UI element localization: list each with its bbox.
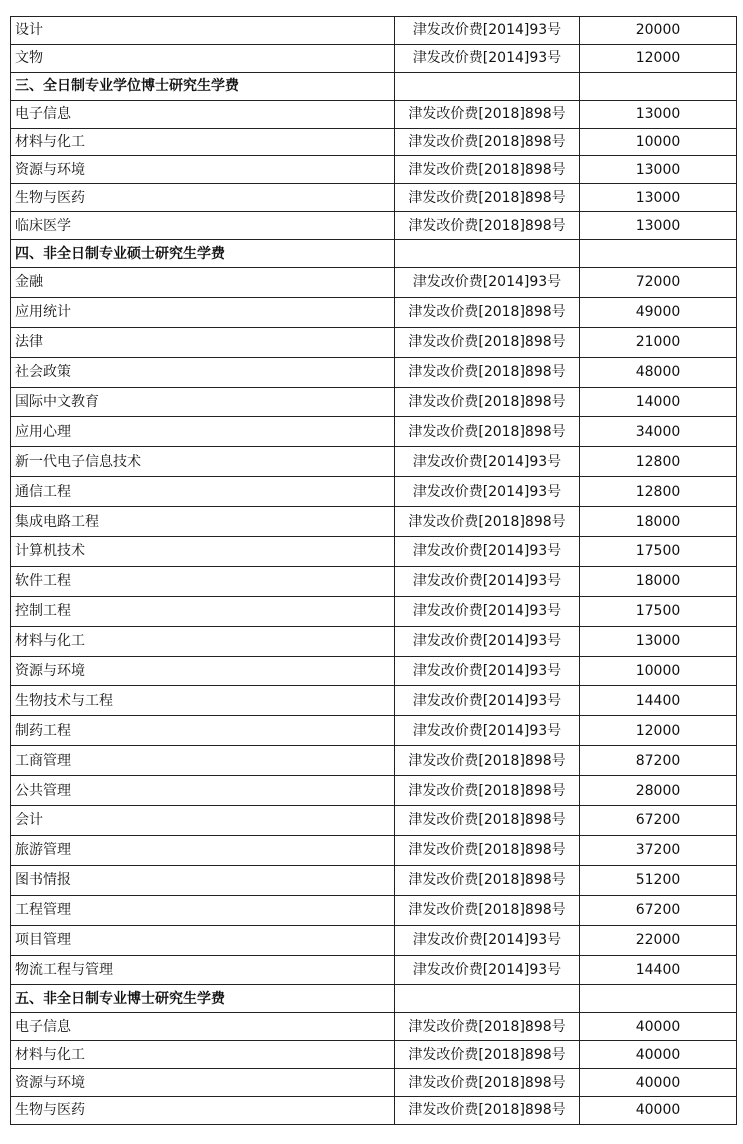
fee-amount-cell: 13000 (580, 100, 737, 128)
table-row (11, 1096, 737, 1124)
table-row (11, 357, 737, 387)
table-row (11, 895, 737, 925)
program-name-cell: 文物 (11, 44, 395, 72)
policy-document-cell: 津发改价费[2014]93号 (395, 477, 580, 507)
program-name-cell: 法律 (11, 327, 395, 357)
fee-amount-cell: 13000 (580, 156, 737, 184)
program-name-cell: 材料与化工 (11, 128, 395, 156)
policy-document-cell: 津发改价费[2014]93号 (395, 596, 580, 626)
policy-document-cell: 津发改价费[2018]898号 (395, 128, 580, 156)
policy-document-cell: 津发改价费[2014]93号 (395, 566, 580, 596)
fee-amount-cell: 37200 (580, 835, 737, 865)
program-name-cell: 制药工程 (11, 716, 395, 746)
policy-document-cell: 津发改价费[2018]898号 (395, 184, 580, 212)
fee-amount-cell: 67200 (580, 895, 737, 925)
policy-document-cell: 津发改价费[2018]898号 (395, 100, 580, 128)
table-row (11, 1069, 737, 1097)
policy-document-cell: 津发改价费[2018]898号 (395, 895, 580, 925)
fee-amount-cell: 18000 (580, 566, 737, 596)
tuition-fee-table-body (11, 17, 737, 1125)
program-name-cell: 旅游管理 (11, 835, 395, 865)
policy-document-cell: 津发改价费[2018]898号 (395, 327, 580, 357)
fee-amount-cell: 12000 (580, 44, 737, 72)
program-name-cell: 工程管理 (11, 895, 395, 925)
program-name-cell: 材料与化工 (11, 1041, 395, 1069)
policy-document-cell: 津发改价费[2018]898号 (395, 507, 580, 537)
program-name-cell: 会计 (11, 806, 395, 836)
section-header-row (11, 985, 737, 1013)
empty-cell (395, 985, 580, 1013)
policy-document-cell: 津发改价费[2018]898号 (395, 387, 580, 417)
table-row (11, 566, 737, 596)
policy-document-cell: 津发改价费[2018]898号 (395, 806, 580, 836)
program-name-cell: 工商管理 (11, 746, 395, 776)
fee-amount-cell: 40000 (580, 1041, 737, 1069)
table-row (11, 297, 737, 327)
table-row (11, 507, 737, 537)
policy-document-cell: 津发改价费[2018]898号 (395, 776, 580, 806)
policy-document-cell: 津发改价费[2014]93号 (395, 925, 580, 955)
program-name-cell: 临床医学 (11, 212, 395, 240)
program-name-cell: 资源与环境 (11, 156, 395, 184)
table-row (11, 1013, 737, 1041)
fee-amount-cell: 13000 (580, 626, 737, 656)
table-row (11, 835, 737, 865)
program-name-cell: 电子信息 (11, 1013, 395, 1041)
policy-document-cell: 津发改价费[2014]93号 (395, 537, 580, 567)
policy-document-cell: 津发改价费[2018]898号 (395, 835, 580, 865)
table-row (11, 184, 737, 212)
table-row (11, 626, 737, 656)
policy-document-cell: 津发改价费[2018]898号 (395, 1069, 580, 1097)
policy-document-cell: 津发改价费[2014]93号 (395, 268, 580, 298)
policy-document-cell: 津发改价费[2018]898号 (395, 1096, 580, 1124)
table-row (11, 1041, 737, 1069)
program-name-cell: 项目管理 (11, 925, 395, 955)
fee-amount-cell: 18000 (580, 507, 737, 537)
table-row (11, 537, 737, 567)
fee-amount-cell: 87200 (580, 746, 737, 776)
policy-document-cell: 津发改价费[2018]898号 (395, 212, 580, 240)
program-name-cell: 软件工程 (11, 566, 395, 596)
table-row (11, 100, 737, 128)
program-name-cell: 资源与环境 (11, 656, 395, 686)
fee-amount-cell: 72000 (580, 268, 737, 298)
policy-document-cell: 津发改价费[2018]898号 (395, 1013, 580, 1041)
program-name-cell: 电子信息 (11, 100, 395, 128)
fee-amount-cell: 12000 (580, 716, 737, 746)
fee-amount-cell: 12800 (580, 447, 737, 477)
fee-amount-cell: 49000 (580, 297, 737, 327)
fee-amount-cell: 48000 (580, 357, 737, 387)
section-header-row (11, 240, 737, 268)
table-row (11, 746, 737, 776)
section-title: 三、全日制专业学位博士研究生学费 (11, 72, 395, 100)
program-name-cell: 金融 (11, 268, 395, 298)
table-row (11, 327, 737, 357)
table-row (11, 447, 737, 477)
policy-document-cell: 津发改价费[2014]93号 (395, 686, 580, 716)
program-name-cell: 集成电路工程 (11, 507, 395, 537)
policy-document-cell: 津发改价费[2018]898号 (395, 417, 580, 447)
section-header-row (11, 72, 737, 100)
policy-document-cell: 津发改价费[2018]898号 (395, 156, 580, 184)
policy-document-cell: 津发改价费[2018]898号 (395, 357, 580, 387)
table-row (11, 156, 737, 184)
policy-document-cell: 津发改价费[2014]93号 (395, 447, 580, 477)
fee-amount-cell: 20000 (580, 17, 737, 45)
fee-amount-cell: 14400 (580, 686, 737, 716)
policy-document-cell: 津发改价费[2014]93号 (395, 656, 580, 686)
policy-document-cell: 津发改价费[2018]898号 (395, 865, 580, 895)
fee-amount-cell: 67200 (580, 806, 737, 836)
table-row (11, 686, 737, 716)
fee-amount-cell: 17500 (580, 537, 737, 567)
program-name-cell: 控制工程 (11, 596, 395, 626)
policy-document-cell: 津发改价费[2018]898号 (395, 746, 580, 776)
program-name-cell: 生物技术与工程 (11, 686, 395, 716)
table-row (11, 212, 737, 240)
table-row (11, 17, 737, 45)
policy-document-cell: 津发改价费[2014]93号 (395, 17, 580, 45)
program-name-cell: 社会政策 (11, 357, 395, 387)
fee-amount-cell: 40000 (580, 1096, 737, 1124)
program-name-cell: 应用心理 (11, 417, 395, 447)
program-name-cell: 公共管理 (11, 776, 395, 806)
table-row (11, 596, 737, 626)
fee-amount-cell: 14400 (580, 955, 737, 985)
empty-cell (580, 985, 737, 1013)
fee-amount-cell: 28000 (580, 776, 737, 806)
fee-amount-cell: 10000 (580, 656, 737, 686)
table-row (11, 387, 737, 417)
fee-amount-cell: 22000 (580, 925, 737, 955)
table-row (11, 806, 737, 836)
table-row (11, 268, 737, 298)
table-row (11, 925, 737, 955)
table-row (11, 716, 737, 746)
fee-amount-cell: 10000 (580, 128, 737, 156)
program-name-cell: 图书情报 (11, 865, 395, 895)
table-row (11, 656, 737, 686)
fee-amount-cell: 17500 (580, 596, 737, 626)
program-name-cell: 设计 (11, 17, 395, 45)
tuition-fee-table (10, 16, 737, 1125)
section-title: 四、非全日制专业硕士研究生学费 (11, 240, 395, 268)
table-row (11, 128, 737, 156)
fee-amount-cell: 34000 (580, 417, 737, 447)
fee-amount-cell: 40000 (580, 1069, 737, 1097)
policy-document-cell: 津发改价费[2018]898号 (395, 297, 580, 327)
table-row (11, 865, 737, 895)
program-name-cell: 物流工程与管理 (11, 955, 395, 985)
table-row (11, 776, 737, 806)
program-name-cell: 新一代电子信息技术 (11, 447, 395, 477)
fee-amount-cell: 14000 (580, 387, 737, 417)
fee-amount-cell: 51200 (580, 865, 737, 895)
empty-cell (580, 72, 737, 100)
fee-amount-cell: 13000 (580, 212, 737, 240)
program-name-cell: 资源与环境 (11, 1069, 395, 1097)
policy-document-cell: 津发改价费[2014]93号 (395, 626, 580, 656)
empty-cell (395, 72, 580, 100)
policy-document-cell: 津发改价费[2018]898号 (395, 1041, 580, 1069)
program-name-cell: 应用统计 (11, 297, 395, 327)
table-row (11, 955, 737, 985)
fee-amount-cell: 40000 (580, 1013, 737, 1041)
section-title: 五、非全日制专业博士研究生学费 (11, 985, 395, 1013)
fee-amount-cell: 13000 (580, 184, 737, 212)
empty-cell (395, 240, 580, 268)
policy-document-cell: 津发改价费[2014]93号 (395, 44, 580, 72)
fee-amount-cell: 21000 (580, 327, 737, 357)
policy-document-cell: 津发改价费[2014]93号 (395, 955, 580, 985)
table-row (11, 477, 737, 507)
program-name-cell: 通信工程 (11, 477, 395, 507)
policy-document-cell: 津发改价费[2014]93号 (395, 716, 580, 746)
program-name-cell: 材料与化工 (11, 626, 395, 656)
table-row (11, 44, 737, 72)
program-name-cell: 生物与医药 (11, 184, 395, 212)
program-name-cell: 国际中文教育 (11, 387, 395, 417)
table-row (11, 417, 737, 447)
empty-cell (580, 240, 737, 268)
fee-amount-cell: 12800 (580, 477, 737, 507)
program-name-cell: 计算机技术 (11, 537, 395, 567)
program-name-cell: 生物与医药 (11, 1096, 395, 1124)
